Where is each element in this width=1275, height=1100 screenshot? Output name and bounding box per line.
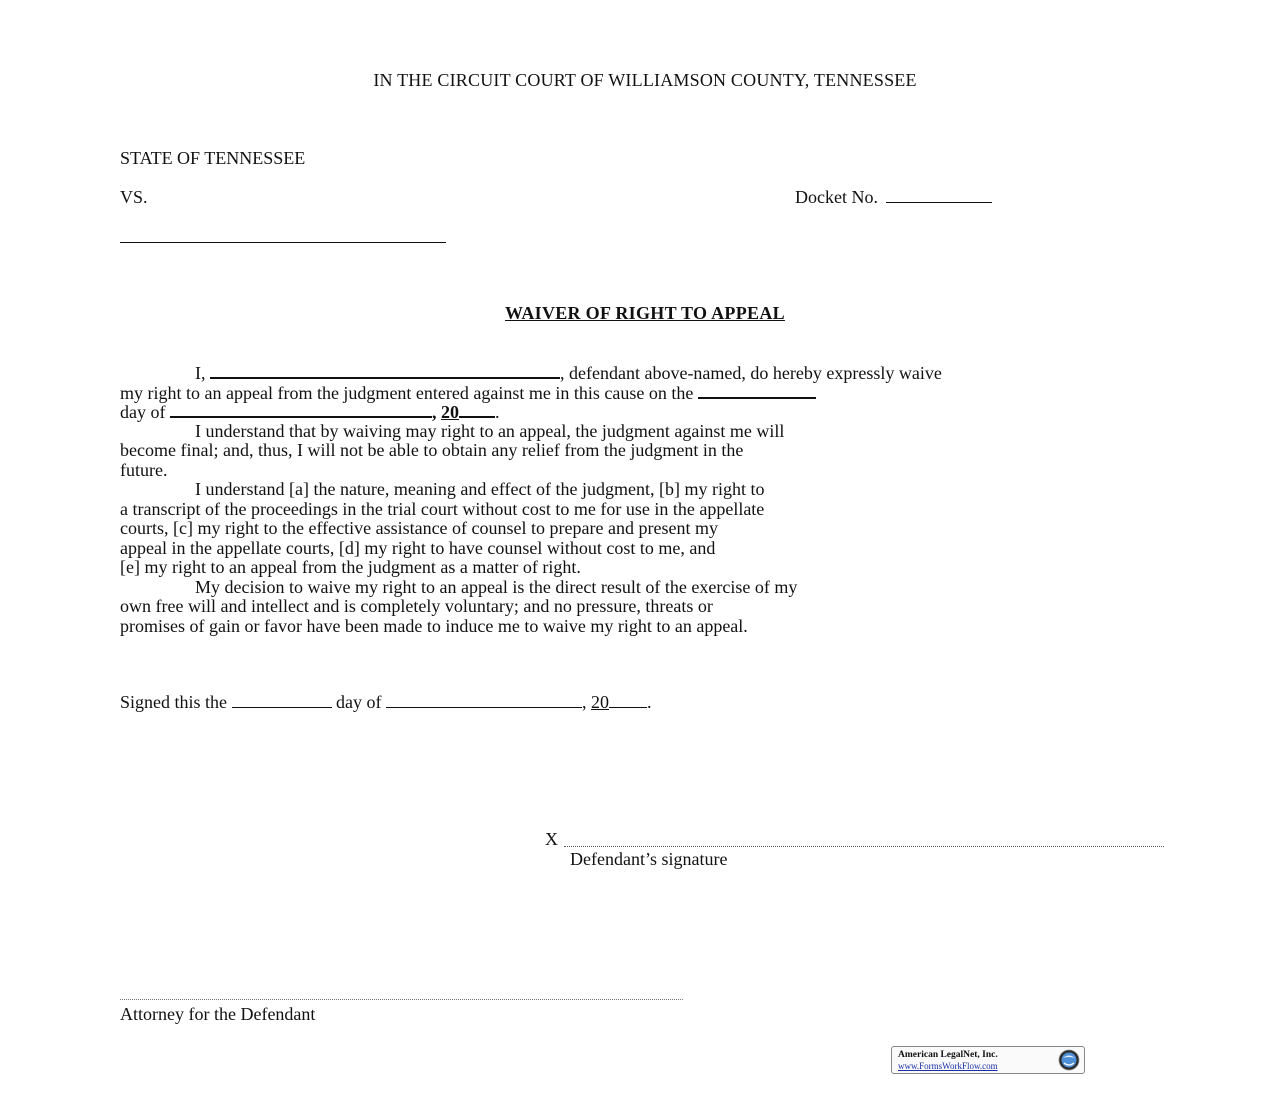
logo-website-link[interactable]: www.FormsWorkFlow.com [898, 1061, 998, 1071]
defendant-name-line[interactable] [120, 242, 446, 243]
text: day of [331, 692, 386, 712]
judgment-year-blank[interactable] [459, 402, 495, 418]
signed-year-blank[interactable] [609, 693, 647, 708]
docket-field [795, 188, 992, 206]
american-legalnet-logo[interactable] [891, 1046, 1085, 1074]
text: Signed this the [120, 692, 227, 712]
signed-day-blank[interactable] [232, 693, 332, 708]
logo-company-name: American LegalNet, Inc. [898, 1050, 998, 1060]
text: day of [120, 402, 166, 422]
body-line: courts, [c] my right to the effective assistance of counsel to prepare and present my [120, 518, 718, 538]
signed-month-blank[interactable] [386, 693, 582, 708]
text: , [581, 692, 591, 712]
body-line: future. [120, 459, 168, 480]
text: . [494, 402, 500, 422]
body-line: I understand [a] the nature, meaning and effect of the judgment, [b] my right to [195, 479, 765, 499]
judgment-day-blank[interactable] [698, 383, 816, 399]
versus-label: VS. [120, 187, 148, 207]
body-line: become final; and, thus, I will not be able to obtain any relief from the judgment in the [120, 440, 744, 460]
body-line: My decision to waive my right to an appeal is the direct result of the exercise of my [195, 576, 798, 597]
body-line [120, 363, 1110, 383]
body-line: appeal in the appellate courts, [d] my right to have counsel without cost to me, and [120, 537, 716, 558]
signed-year: 20 [590, 692, 609, 712]
docket-number-blank[interactable] [886, 188, 992, 203]
body-line: a transcript of the proceedings in the trial court without cost to me for use in the appellate [120, 498, 765, 519]
judgment-year: 20 [440, 402, 459, 422]
signature-x-mark: X [545, 829, 558, 849]
text: . [646, 692, 652, 712]
text: my right to an appeal from the judgment entered against me in this cause on the [120, 382, 694, 403]
defendant-signature-label: Defendant’s signature [570, 849, 728, 869]
waiver-body [120, 363, 1110, 636]
body-line [120, 402, 1110, 422]
docket-label: Docket No. [795, 187, 878, 207]
court-heading: IN THE CIRCUIT COURT OF WILLIAMSON COUNTY, TENNESSEE [373, 70, 917, 90]
body-line: I understand that by waiving may right to an appeal, the judgment against me will [195, 420, 785, 441]
text: I, [195, 363, 206, 383]
text: , [431, 402, 441, 422]
document-title: WAIVER OF RIGHT TO APPEAL [505, 303, 785, 323]
globe-icon [1058, 1049, 1080, 1071]
attorney-signature-line[interactable] [120, 999, 683, 1000]
body-line: [e] my right to an appeal from the judgment as a matter of right. [120, 557, 581, 577]
body-line: promises of gain or favor have been made to induce me to waive my right to an appeal. [120, 615, 748, 636]
defendant-name-blank[interactable] [210, 363, 560, 379]
plaintiff-name: STATE OF TENNESSEE [120, 148, 306, 168]
text: , defendant above-named, do hereby expressly waive [560, 363, 942, 383]
attorney-signature-label: Attorney for the Defendant [120, 1004, 316, 1024]
body-line [120, 383, 1110, 403]
body-line: own free will and intellect and is completely voluntary; and no pressure, threats or [120, 596, 713, 616]
judgment-month-blank[interactable] [170, 402, 432, 418]
signed-date-line [120, 693, 651, 711]
defendant-signature-line[interactable] [564, 846, 1164, 847]
